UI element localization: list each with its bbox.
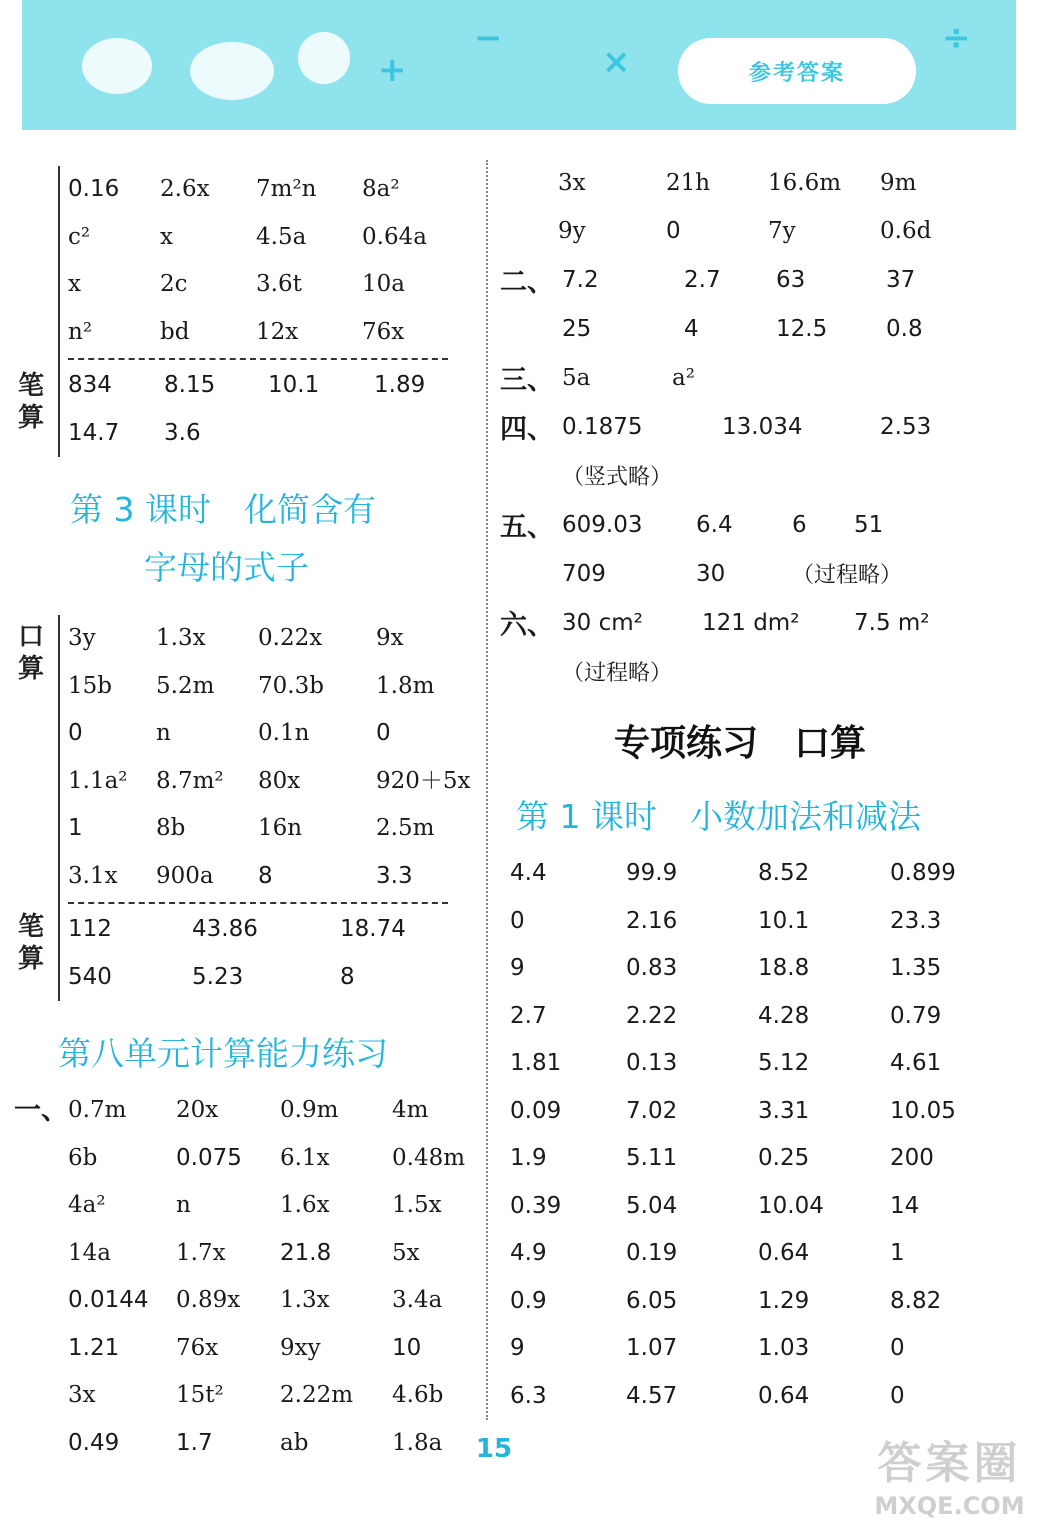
cell: 18.8 — [758, 955, 810, 981]
cell: 0 — [68, 720, 83, 746]
cell: 4.61 — [890, 1050, 942, 1076]
cell: 0.075 — [176, 1144, 242, 1171]
cell: 4 — [684, 315, 699, 342]
cell: 3y — [68, 625, 96, 651]
cell: 9 — [510, 955, 525, 981]
cell: 0.899 — [890, 860, 956, 886]
cell: 4.5a — [256, 223, 307, 250]
cell: 5.23 — [192, 963, 244, 990]
cell: 0.09 — [510, 1097, 562, 1124]
cell: 7.2 — [562, 266, 599, 293]
cell: 0.22x — [258, 625, 323, 651]
cell: 2.7 — [510, 1002, 547, 1029]
block3-grid — [68, 1087, 492, 1467]
section-heading-2: 第八单元计算能力练习 — [58, 1034, 388, 1073]
cell: bd — [160, 318, 190, 345]
dashed-separator — [68, 358, 448, 360]
cell: 5.2m — [156, 672, 215, 699]
cell: 121 dm² — [702, 609, 800, 636]
cell: n — [176, 1192, 191, 1218]
cell: 8a² — [362, 176, 400, 202]
cell: 0.39 — [510, 1192, 562, 1219]
cell: 7m²n — [256, 176, 317, 202]
cell: 5x — [392, 1239, 420, 1266]
cell: 5.11 — [626, 1145, 678, 1171]
cell: 920＋5x — [376, 767, 471, 794]
cell: 2.53 — [880, 413, 932, 440]
cell — [374, 410, 474, 458]
section-4-note-row — [500, 451, 980, 500]
dashed-separator — [68, 902, 448, 904]
cell: 20x — [176, 1097, 219, 1123]
cell: 0.64 — [758, 1240, 810, 1266]
cell: 3x — [558, 170, 586, 196]
page-number: 15 — [475, 1434, 513, 1464]
cell: 9x — [376, 625, 404, 651]
cell: 51 — [854, 511, 884, 538]
section-prefix-2: 二、 — [500, 267, 554, 298]
cell: 76x — [176, 1334, 219, 1361]
cell: 10.1 — [268, 372, 320, 398]
cell: 3.6 — [164, 419, 201, 446]
cell: 76x — [362, 318, 405, 345]
cell: 3x — [68, 1382, 96, 1408]
cell: 14a — [68, 1239, 111, 1266]
cell: 3.4a — [392, 1287, 443, 1313]
cell: 8.82 — [890, 1287, 942, 1314]
cell: 0.79 — [890, 1002, 942, 1029]
cell: 0.9 — [510, 1287, 547, 1314]
divide-icon: ÷ — [942, 18, 971, 58]
note: （竖式略） — [562, 465, 673, 490]
cell: 9m — [880, 170, 917, 196]
cell: 10 — [392, 1334, 422, 1361]
watermark-title: 答案圈 — [877, 1438, 1022, 1489]
cell: 0.0144 — [68, 1287, 149, 1313]
cell: 1.3x — [280, 1287, 330, 1313]
right-top-grid — [500, 160, 980, 255]
cell: 0.16 — [68, 176, 120, 202]
cell: 99.9 — [626, 860, 678, 886]
block-1 — [17, 166, 472, 457]
cell: 1.7x — [176, 1239, 226, 1266]
cell: 5.04 — [626, 1192, 678, 1219]
cell: 15t² — [176, 1382, 224, 1408]
cell: 1.8a — [392, 1429, 443, 1456]
minus-icon: − — [474, 18, 503, 58]
cell: 3.31 — [758, 1097, 810, 1124]
cell: 1.6x — [280, 1192, 330, 1218]
cell: 0 — [376, 720, 391, 746]
sun-shape — [298, 32, 350, 84]
cell: 10.04 — [758, 1192, 824, 1219]
cell: 1.8m — [376, 672, 435, 699]
cell: 43.86 — [192, 916, 258, 942]
cell: 0.25 — [758, 1145, 810, 1171]
section-prefix-1: 一、 — [14, 1095, 68, 1126]
cell: 0 — [890, 1382, 905, 1409]
cell: 2.22 — [626, 1002, 678, 1029]
cell: 63 — [776, 266, 806, 293]
watermark-url: MXQE.COM — [874, 1492, 1025, 1520]
cloud-shape — [82, 38, 152, 94]
cell: 12.5 — [776, 315, 828, 342]
decimal-answer-table — [500, 850, 980, 1420]
cell: 6.4 — [696, 511, 733, 538]
cell: 9 — [510, 1335, 525, 1361]
cell: 0.83 — [626, 955, 678, 981]
cell: 37 — [886, 266, 916, 293]
cell: 10a — [362, 271, 405, 297]
written-calc-label: 笔算 — [17, 912, 44, 974]
cell: 1.89 — [374, 372, 426, 398]
cell: 8.15 — [164, 372, 216, 398]
note: （过程略） — [792, 563, 903, 588]
cell: n — [156, 720, 171, 746]
section-heading-1 — [14, 481, 472, 597]
cell: 3.3 — [376, 862, 413, 889]
cell: n² — [68, 318, 93, 345]
cell: ab — [280, 1429, 309, 1456]
special-practice-heading: 专项练习 口算 — [613, 723, 866, 764]
cell: 1.81 — [510, 1050, 562, 1076]
cell: 1.35 — [890, 955, 942, 981]
section-5-row-1 — [500, 500, 980, 549]
cell: 0.19 — [626, 1240, 678, 1266]
cell: 1 — [68, 815, 83, 841]
cell: 4.28 — [758, 1002, 810, 1029]
cell: 0.6d — [880, 217, 932, 244]
cell: 5.12 — [758, 1050, 810, 1076]
cell: 70.3b — [258, 672, 324, 699]
cell: 21.8 — [280, 1239, 332, 1266]
section-prefix-5: 五、 — [500, 512, 554, 543]
lesson-heading: 第 1 课时 小数加法和减法 — [516, 797, 921, 836]
heading-line-2: 字母的式子 — [144, 548, 309, 587]
answer-badge: 参考答案 — [678, 38, 916, 104]
cell: 8b — [156, 815, 186, 841]
cell: 1.21 — [68, 1334, 120, 1361]
cell: 4.4 — [510, 860, 547, 886]
cell: 0.1875 — [562, 413, 643, 440]
cell: 7y — [768, 217, 796, 244]
plus-icon: + — [378, 50, 407, 90]
cell: 6.3 — [510, 1382, 547, 1409]
cell: 10.05 — [890, 1097, 956, 1124]
section-2-row-1 — [500, 255, 980, 304]
cell: 8.7m² — [156, 767, 224, 794]
cell — [268, 410, 374, 458]
cell: 2.7 — [684, 266, 721, 293]
cell: 112 — [68, 916, 112, 942]
cell: 0.64 — [758, 1382, 810, 1409]
cell: 25 — [562, 315, 592, 342]
cell: 0.9m — [280, 1097, 339, 1123]
cloud-shape — [190, 42, 274, 100]
cell: 4.9 — [510, 1240, 547, 1266]
cell: 2.16 — [626, 907, 678, 934]
cell: 0.13 — [626, 1050, 678, 1076]
section-6-note-row — [500, 647, 980, 696]
section-prefix-3: 三、 — [500, 365, 554, 396]
cell: 30 — [696, 560, 726, 587]
section-2-row-2 — [500, 304, 980, 353]
section-prefix-6: 六、 — [500, 610, 554, 641]
cell: 9xy — [280, 1334, 321, 1361]
cell: 12x — [256, 318, 299, 345]
cell: 18.74 — [340, 916, 406, 942]
cell: 21h — [666, 170, 711, 196]
cell: 0.7m — [68, 1097, 127, 1123]
block-2 — [17, 615, 472, 1001]
cell: 30 cm² — [562, 609, 643, 636]
cell: 0 — [510, 907, 525, 934]
cell: 609.03 — [562, 511, 643, 538]
cell: 15b — [68, 672, 112, 699]
cell: 6b — [68, 1144, 98, 1171]
watermark-logo — [862, 1436, 1037, 1531]
cell: 6 — [792, 511, 807, 538]
cell: 14.7 — [68, 419, 120, 446]
cell: 1.5x — [392, 1192, 442, 1218]
section-6-row — [500, 598, 980, 647]
cell: 80x — [258, 767, 301, 794]
section-5-row-2 — [500, 549, 980, 598]
cell: 5a — [562, 364, 591, 391]
left-column — [14, 160, 472, 1467]
cell: 1.29 — [758, 1287, 810, 1314]
cell: 834 — [68, 372, 112, 398]
cell: c² — [68, 223, 91, 250]
cell: 1.9 — [510, 1145, 547, 1171]
cell: 14 — [890, 1192, 920, 1219]
right-column — [500, 160, 980, 1420]
cell: 7.5 m² — [854, 609, 930, 636]
cell: 9y — [558, 217, 586, 244]
cell: 4m — [392, 1097, 429, 1123]
cell: 6.05 — [626, 1287, 678, 1314]
section-4-row — [500, 402, 980, 451]
cell: 1.7 — [176, 1429, 213, 1456]
cell: 0.1n — [258, 720, 310, 746]
block2-grid — [68, 615, 472, 900]
cell: 0.89x — [176, 1287, 241, 1313]
cell: x — [68, 271, 81, 297]
cell: 6.1x — [280, 1144, 330, 1171]
heading-line-1: 第 3 课时 化简含有 — [70, 490, 376, 529]
note: （过程略） — [562, 661, 673, 686]
block2-written-grid — [68, 906, 472, 1001]
cell: 2c — [160, 271, 188, 297]
cell: 8 — [340, 963, 355, 990]
cell: 0.64a — [362, 223, 427, 250]
cell: 3.6t — [256, 271, 302, 297]
cell: 13.034 — [722, 413, 803, 440]
section-prefix-4: 四、 — [500, 414, 554, 445]
cell: 8.52 — [758, 860, 810, 886]
cell: 4.57 — [626, 1382, 678, 1409]
cell: 2.22m — [280, 1382, 354, 1408]
cell: 1.03 — [758, 1335, 810, 1361]
cell: 0 — [666, 217, 681, 244]
oral-calc-label: 口算 — [17, 622, 44, 684]
cell: a² — [672, 364, 695, 391]
cell: 2.6x — [160, 176, 210, 202]
cell: 3.1x — [68, 862, 118, 889]
cell: 0 — [890, 1335, 905, 1361]
cell: 7.02 — [626, 1097, 678, 1124]
cell: 16.6m — [768, 170, 842, 196]
block1-written-grid — [68, 362, 472, 457]
cell: 1.07 — [626, 1335, 678, 1361]
cell: 1.1a² — [68, 767, 128, 794]
cell: 1.3x — [156, 625, 206, 651]
header-banner — [22, 0, 1016, 130]
times-icon: × — [602, 42, 631, 82]
cell: 0.49 — [68, 1429, 120, 1456]
cell: 0.48m — [392, 1144, 466, 1171]
block1-grid — [68, 166, 472, 356]
cell: 2.5m — [376, 815, 435, 841]
cell: 4.6b — [392, 1382, 444, 1408]
cell: 540 — [68, 963, 112, 990]
cell: x — [160, 223, 173, 250]
cell: 200 — [890, 1145, 934, 1171]
cell: 8 — [258, 862, 273, 889]
cell: 4a² — [68, 1192, 106, 1218]
cell: 900a — [156, 862, 214, 889]
cell: 0.8 — [886, 315, 923, 342]
cell: 23.3 — [890, 907, 942, 934]
written-calc-label: 笔算 — [17, 371, 44, 433]
cell: 709 — [562, 560, 606, 587]
block-3 — [14, 1087, 472, 1467]
cell: 16n — [258, 815, 303, 841]
block3-wrap — [14, 1087, 472, 1467]
cell: 1 — [890, 1240, 905, 1266]
section-3-row — [500, 353, 980, 402]
cell: 10.1 — [758, 907, 810, 934]
